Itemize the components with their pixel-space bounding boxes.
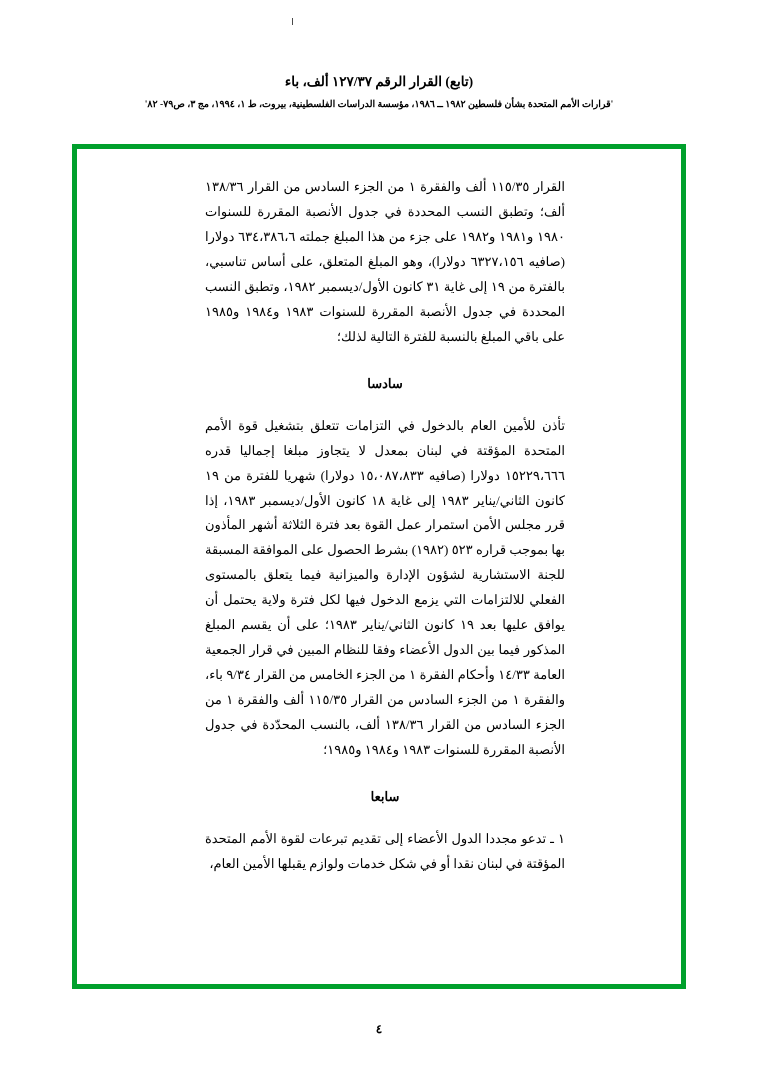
body-block-2 (205, 414, 565, 763)
page-number: ٤ (375, 1022, 383, 1036)
body-block-3 (205, 827, 565, 877)
source-citation: 'قرارات الأمم المتحدة بشأن فلسطين ١٩٨٢ ــ ١٩٨٦، مؤسسة الدراسات الفلسطينية، بيروت، ط ١، ١٩٩٤، مج ٣، ص٧٩- ٨٢' (144, 100, 614, 111)
paragraph-text: ١ ـ تدعو مجددا الدول الأعضاء إلى تقديم تبرعات لقوة الأمم المتحدة المؤقتة في لبنان نقدا أو في شكل خدمات ولوازم يقبلها الأمين العام، (205, 831, 565, 871)
green-border-frame (72, 144, 686, 989)
body-block-1 (205, 175, 565, 350)
paragraph-text: القرار ١١٥/٣٥ ألف والفقرة ١ من الجزء السادس من القرار ١٣٨/٣٦ ألف؛ وتطبق النسب المحددة في جدول الأنصبة المقررة للسنوات ١٩٨٠ و١٩٨١ و١٩٨٢ على جزء من هذا المبلغ جملته ٦٣٤،٣٨٦،٦ دولارا (صافيه ٦٣٢٧،١٥٦ دولارا)، وهو المبلغ المتعلق، على أساس تناسبي، بالفترة من ١٩ إلى غاية ٣١ كانون الأول/ديسمبر ١٩٨٢، وتطبق النسب المحددة في جدول الأنصبة المقررة للسنوات ١٩٨٣ و١٩٨٤ و١٩٨٥ على باقي المبلغ بالنسبة للفترة التالية لذلك؛ (205, 179, 566, 344)
document-body (105, 175, 653, 877)
section-heading-seventh: سابعا (370, 789, 400, 805)
section-heading-sixth: سادسا (367, 375, 403, 391)
document-header (0, 72, 758, 110)
paragraph-text: تأذن للأمين العام بالدخول في التزامات تتعلق بتشغيل قوة الأمم المتحدة المؤقتة في لبنان بمعدل لا يتجاوز مبلغا إجماليا قدره ١٥٢٢٩،٦٦٦ دولارا (صافيه ١٥،٠٨٧،٨٣٣ دولارا) شهريا للفترة من ١٩ كانون الثاني/يناير ١٩٨٣ إلى غاية ١٨ كانون الأول/ديسمبر ١٩٨٣، إذا قرر مجلس الأمن استمرار عمل القوة بعد فترة الثلاثة أشهر المأذون بها بموجب قراره ٥٢٣ (١٩٨٢) بشرط الحصول على الموافقة المسبقة للجنة الاستشارية لشؤون الإدارة والميزانية فيما يتعلق بالمستوى الفعلي للالتزامات التي يزمع الدخول فيها لكل فترة ولاية يحتمل أن يوافق عليها بعد ١٩ كانون الثاني/يناير ١٩٨٣؛ على أن يقسم المبلغ المذكور فيما بين الدول الأعضاء وفقا للنظام المبين في قرار الجمعية العامة ١٤/٣٣ وأحكام الفقرة ١ من الجزء الخامس من القرار ٩/٣٤ باء، والفقرة ١ من الجزء السادس من القرار ١١٥/٣٥ ألف والفقرة ١ من الجزء السادس من القرار ١٣٨/٣٦ ألف، بالنسب المحدّدة في جدول الأنصبة المقررة للسنوات ١٩٨٣ و١٩٨٤ و١٩٨٥؛ (205, 417, 566, 758)
page-title: (تابع) القرار الرقم ١٢٧/٣٧ ألف، باء (284, 74, 474, 89)
stray-scan-mark (292, 18, 293, 25)
